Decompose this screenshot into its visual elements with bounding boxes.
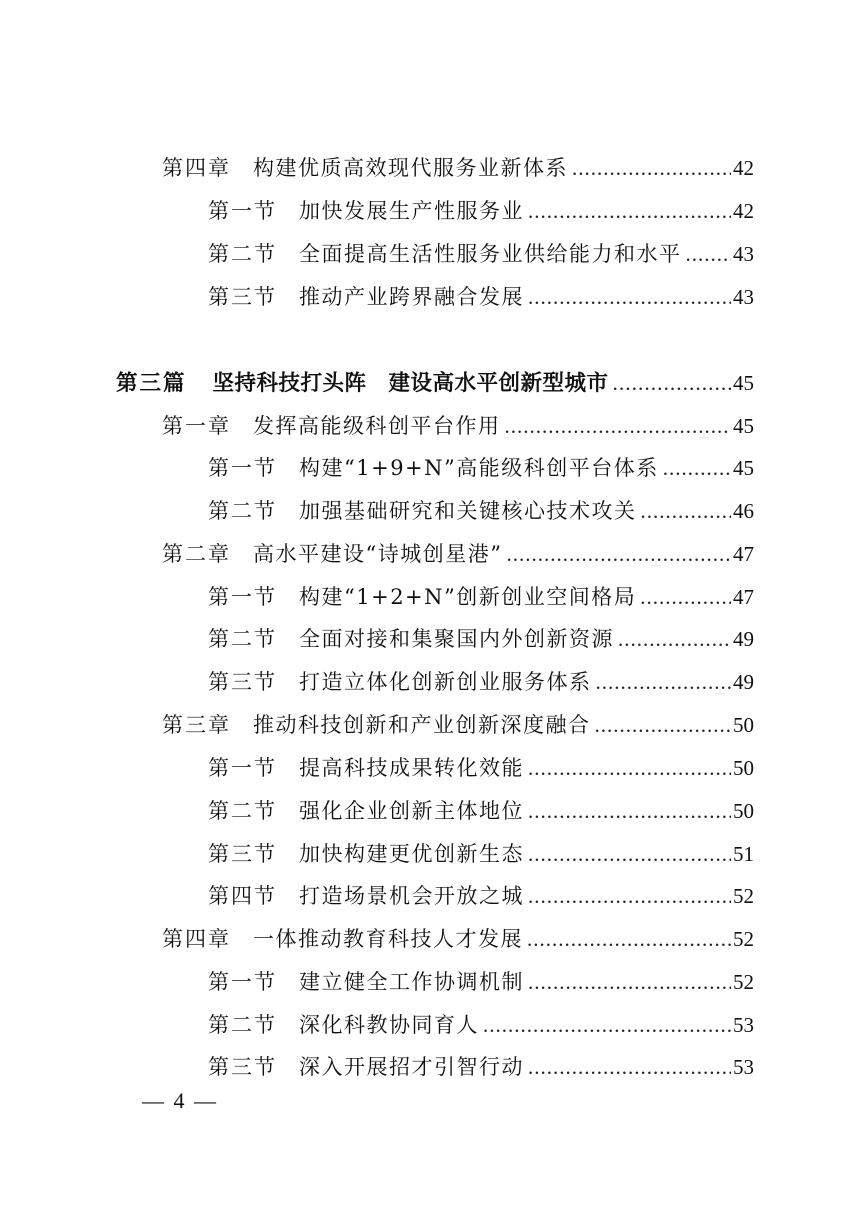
toc-entry-label: 第一节	[208, 970, 277, 994]
toc-entry-page-number: 47	[733, 542, 754, 566]
toc-leader-dots	[528, 881, 731, 911]
toc-entry-page-number: 52	[733, 927, 754, 951]
toc-entry-title: 加强基础研究和关键核心技术攻关	[299, 499, 637, 523]
toc-leader-dots	[505, 411, 732, 441]
toc-entry-title: 强化企业创新主体地位	[299, 799, 524, 823]
toc-entry-label: 第二章	[162, 542, 231, 566]
toc-entry-page-number: 49	[733, 670, 754, 694]
toc-leader-dots	[506, 539, 731, 569]
toc-entry-section	[208, 796, 754, 826]
toc-entry-title: 推动产业跨界融合发展	[299, 285, 524, 309]
toc-entry-label: 第一节	[208, 456, 277, 480]
toc-entry-label: 第一节	[208, 585, 277, 609]
toc-leader-dots	[686, 239, 732, 269]
toc-entry-section	[208, 624, 754, 654]
toc-entry-section	[208, 667, 754, 697]
toc-leader-dots	[641, 496, 732, 526]
toc-entry-title: 高水平建设“诗城创星港”	[253, 542, 503, 566]
toc-leader-dots	[613, 368, 731, 398]
toc-entry-page-number: 42	[733, 156, 754, 180]
toc-entry-label: 第三节	[208, 842, 277, 866]
toc-leader-dots	[528, 1052, 731, 1082]
toc-entry-label: 第四章	[162, 927, 231, 951]
toc-entry-chapter	[162, 153, 754, 183]
toc-entry-section	[208, 582, 754, 612]
toc-entry-label: 第三章	[162, 713, 231, 737]
toc-entry-label: 第三节	[208, 285, 277, 309]
toc-leader-dots	[528, 753, 731, 783]
toc-leader-dots	[528, 196, 731, 226]
toc-entry-title: 打造场景机会开放之城	[299, 884, 524, 908]
toc-entry-label: 第二节	[208, 799, 277, 823]
toc-entry-section	[208, 453, 754, 483]
toc-entry-label: 第四章	[162, 156, 231, 180]
toc-leader-dots	[528, 282, 731, 312]
toc-entry-title: 深入开展招才引智行动	[299, 1055, 524, 1079]
toc-entry-label: 第二节	[208, 1013, 277, 1037]
toc-entry-page-number: 43	[733, 242, 754, 266]
toc-entry-page-number: 50	[733, 713, 754, 737]
toc-leader-dots	[572, 153, 731, 183]
toc-entry-label: 第二节	[208, 242, 277, 266]
page-number-footer: — 4 —	[142, 1088, 218, 1113]
toc-leader-dots	[596, 667, 732, 697]
toc-entry-label: 第四节	[208, 884, 277, 908]
toc-leader-dots	[640, 582, 731, 612]
toc-leader-dots	[527, 924, 731, 954]
toc-entry-section	[208, 239, 754, 269]
toc-entry-label: 第二节	[208, 627, 277, 651]
toc-entry-title: 加快发展生产性服务业	[299, 199, 524, 223]
toc-entry-page-number: 53	[733, 1013, 754, 1037]
toc-entry-page-number: 53	[733, 1055, 754, 1079]
toc-entry-chapter	[162, 710, 754, 740]
toc-entry-title: 坚持科技打头阵 建设高水平创新型城市	[212, 371, 609, 396]
toc-entry-title: 加快构建更优创新生态	[299, 842, 524, 866]
toc-entry-title: 构建“1+9+N”高能级科创平台体系	[299, 456, 659, 480]
toc-entry-chapter	[162, 924, 754, 954]
toc-entry-section	[208, 282, 754, 312]
toc-entry-label: 第三篇	[116, 371, 187, 396]
toc-entry-title: 提高科技成果转化效能	[299, 756, 524, 780]
toc-entry-section	[208, 1010, 754, 1040]
toc-entry-label: 第三节	[208, 670, 277, 694]
toc-entry-section	[208, 967, 754, 997]
toc-entry-section	[208, 881, 754, 911]
toc-entry-label: 第二节	[208, 499, 277, 523]
toc-leader-dots	[528, 967, 731, 997]
toc-entry-page-number: 52	[733, 884, 754, 908]
toc-leader-dots	[595, 710, 732, 740]
toc-entry-chapter	[162, 411, 754, 441]
toc-entry-section	[208, 839, 754, 869]
toc-entry-title: 构建优质高效现代服务业新体系	[253, 156, 568, 180]
toc-entry-title: 打造立体化创新创业服务体系	[299, 670, 592, 694]
toc-leader-dots	[528, 839, 731, 869]
toc-entry-title: 发挥高能级科创平台作用	[253, 414, 501, 438]
toc-entry-title: 推动科技创新和产业创新深度融合	[253, 713, 591, 737]
toc-leader-dots	[483, 1010, 731, 1040]
toc-leader-dots	[663, 453, 731, 483]
toc-entry-label: 第一节	[208, 756, 277, 780]
toc-entry-title: 全面对接和集聚国内外创新资源	[299, 627, 614, 651]
toc-entry-page-number: 45	[733, 414, 754, 438]
toc-entry-section	[208, 753, 754, 783]
toc-entry-section	[208, 196, 754, 226]
toc-entry-label: 第一节	[208, 199, 277, 223]
toc-entry-part	[116, 368, 754, 399]
toc-entry-page-number: 45	[733, 371, 754, 395]
toc-entry-page-number: 45	[733, 456, 754, 480]
toc-entry-title: 一体推动教育科技人才发展	[253, 927, 523, 951]
toc-entry-page-number: 46	[733, 499, 754, 523]
toc-entry-page-number: 50	[733, 799, 754, 823]
toc-entry-page-number: 52	[733, 970, 754, 994]
toc-entry-chapter	[162, 539, 754, 569]
toc-entry-section	[208, 496, 754, 526]
toc-entry-label: 第一章	[162, 414, 231, 438]
toc-entry-page-number: 49	[733, 627, 754, 651]
toc-entry-title: 建立健全工作协调机制	[299, 970, 524, 994]
toc-entry-title: 构建“1+2+N”创新创业空间格局	[299, 585, 637, 609]
toc-entry-page-number: 50	[733, 756, 754, 780]
toc-leader-dots	[618, 624, 731, 654]
toc-entry-page-number: 42	[733, 199, 754, 223]
toc-entry-title: 全面提高生活性服务业供给能力和水平	[299, 242, 682, 266]
toc-entry-title: 深化科教协同育人	[299, 1013, 479, 1037]
toc-entry-page-number: 51	[733, 842, 754, 866]
toc-leader-dots	[528, 796, 731, 826]
toc-entry-page-number: 43	[733, 285, 754, 309]
toc-entry-label: 第三节	[208, 1055, 277, 1079]
toc-entry-page-number: 47	[733, 585, 754, 609]
toc-entry-section	[208, 1052, 754, 1082]
